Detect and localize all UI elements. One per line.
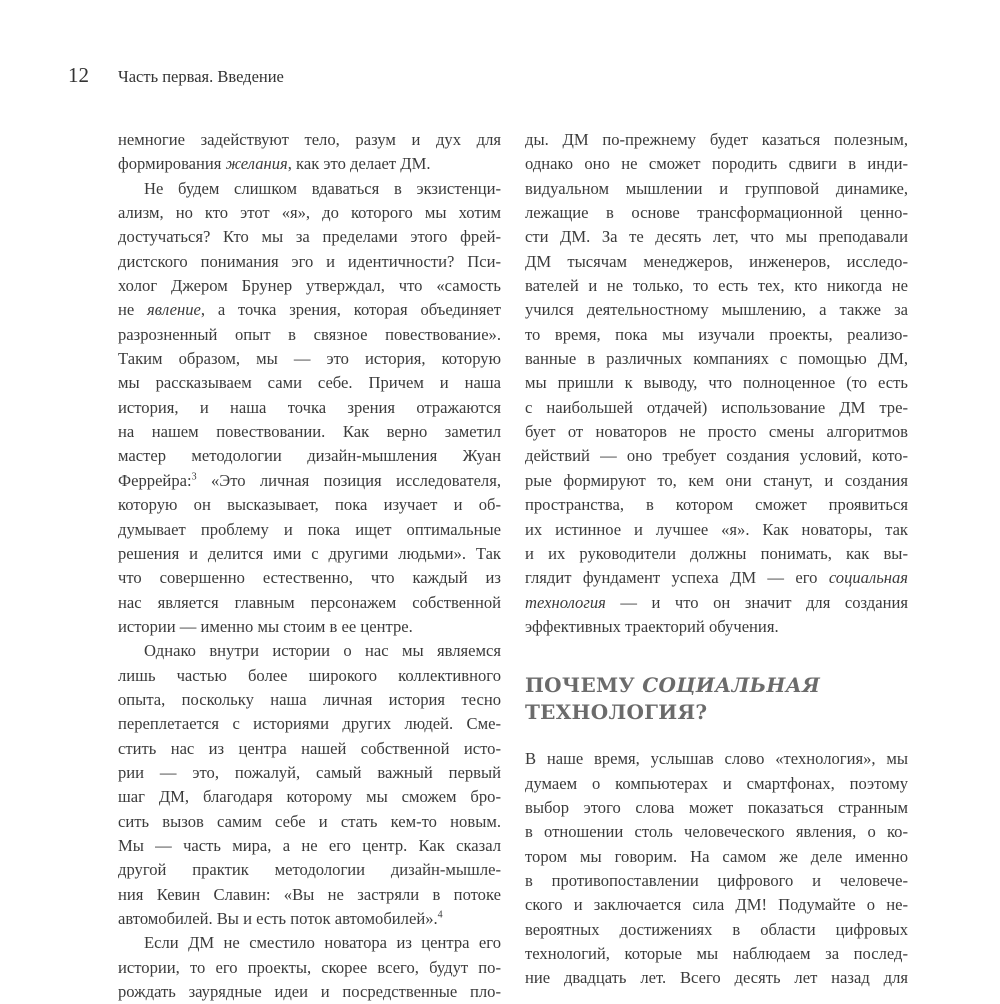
running-header xyxy=(68,63,284,91)
text-line: которую он высказывает, пока изучает и об- xyxy=(118,495,501,515)
text-line: и их руководители должны понимать, как вы- xyxy=(525,543,908,563)
text-line: холог Джером Брунер утверждал, что «самость xyxy=(118,276,501,296)
text-line: их истинное и лучшее «я». Как новаторы, так xyxy=(525,519,908,539)
right-column-text-before-heading xyxy=(525,128,908,639)
text-line: рождать заурядные идеи и посредственные пло- xyxy=(118,982,501,1002)
text-line: сить вызов самим себе и стать кем-то новым. xyxy=(118,811,501,831)
section-heading xyxy=(525,672,908,726)
text-line: думаем о компьютерах и смартфонах, поэтому xyxy=(525,773,908,793)
text-line: ния Кевин Славин: «Вы не застряли в потоке xyxy=(118,884,501,904)
text-line: действий — оно требует создания условий, кото- xyxy=(525,446,908,466)
italic-emphasis: явление xyxy=(147,300,201,320)
text-line: сти ДМ. За те десять лет, что мы преподавали xyxy=(525,227,908,247)
footnote-marker[interactable]: 4 xyxy=(437,909,443,921)
text-line: Мы — часть мира, а не его центр. Как сказал xyxy=(118,835,501,855)
running-title: Часть первая. Введение xyxy=(118,67,284,86)
text-line: формирования желания, как это делает ДМ. xyxy=(118,154,431,174)
text-line: бует от новаторов не просто смены алгоритмов xyxy=(525,422,908,442)
left-text-column xyxy=(118,128,501,1004)
text-line: учился деятельностному мышлению, а также за xyxy=(525,300,908,320)
text-line: мы пришли к выводу, что полноценное (то есть xyxy=(525,373,908,393)
text-line: с наибольшей отдачей) использование ДМ тре- xyxy=(525,397,908,417)
text-line: другой практик методологии дизайн-мышле- xyxy=(118,860,501,880)
italic-emphasis: социальная xyxy=(828,568,908,588)
text-line: думывает проблему и пока ищет оптимальные xyxy=(118,519,501,539)
text-line: тором мы говорим. На самом же деле именно xyxy=(525,846,908,866)
right-text-column xyxy=(525,128,908,991)
text-line: нас является главным персонажем собственной xyxy=(118,592,501,612)
text-line: лежащие в основе трансформационной ценно- xyxy=(525,203,908,223)
right-column-text-after-heading xyxy=(525,747,908,990)
text-line: ванные в различных компаниях с помощью ДМ, xyxy=(525,349,908,369)
text-line: видуальном мышлении и групповой динамике, xyxy=(525,178,908,198)
text-line: на нашем повествовании. Как верно заметил xyxy=(118,422,501,442)
heading-line-1 xyxy=(525,672,908,699)
text-line: истории, то его проекты, скорее всего, будут по- xyxy=(118,957,501,977)
text-line: истории — именно мы стоим в ее центре. xyxy=(118,616,413,636)
text-line: переплетается с историями других людей. Сме- xyxy=(118,714,501,734)
text-line: Феррейра:$^3$ «Это личная позиция исследователя, xyxy=(118,470,501,490)
text-line: Если ДМ не сместило новатора из центра его xyxy=(144,933,501,953)
italic-emphasis: желания xyxy=(225,154,288,174)
text-line: глядит фундамент успеха ДМ — его социальная xyxy=(525,568,908,588)
text-line: пространства, в котором сможет проявиться xyxy=(525,495,908,515)
text-line: рые формируют то, кем они станут, и создания xyxy=(525,470,908,490)
text-line: шаг ДМ, благодаря которому мы сможем бро- xyxy=(118,787,501,807)
text-line: Не будем слишком вдаваться в экзистенци- xyxy=(144,178,501,198)
text-line: вателей и не только, то есть тех, кто никогда не xyxy=(525,276,908,296)
text-line: то время, пока мы изучали проекты, реализо- xyxy=(525,324,908,344)
text-line: история, и наша точка зрения отражаются xyxy=(118,397,501,417)
text-line: Однако внутри истории о нас мы являемся xyxy=(144,641,501,661)
heading-italic-word: СОЦИАЛЬНАЯ xyxy=(642,673,821,698)
heading-word: ПОЧЕМУ xyxy=(525,673,643,698)
text-line: что совершенно естественно, что каждый из xyxy=(118,568,501,588)
text-line: ского и заключается сила ДМ! Подумайте о не- xyxy=(525,895,908,915)
text-line: мы рассказываем сами себе. Причем и наша xyxy=(118,373,501,393)
text-line: достучаться? Кто мы за пределами этого фрей- xyxy=(118,227,501,247)
text-line: технология — и что он значит для создания xyxy=(525,592,908,612)
text-line: автомобилей. Вы и есть поток автомобилей».$^4$ xyxy=(118,909,443,928)
heading-line-2: ТЕХНОЛОГИЯ? xyxy=(525,700,708,725)
text-line: разрозненный опыт в связное повествование». xyxy=(118,324,501,344)
text-line: ды. ДМ по-прежнему будет казаться полезным, xyxy=(525,130,908,149)
text-line: опыта, поскольку наша личная история тесно xyxy=(118,689,501,709)
text-line: немногие задействуют тело, разум и дух для xyxy=(118,130,501,149)
text-line: выбор этого слова может показаться странным xyxy=(525,797,908,817)
text-line: вероятных достижениях в области цифровых xyxy=(525,919,908,939)
text-line: не явление, а точка зрения, которая объединяет xyxy=(118,300,501,320)
text-line: мастер методологии дизайн-мышления Жуан xyxy=(118,446,501,466)
text-line: рии — это, пожалуй, самый важный первый xyxy=(118,762,501,782)
text-line: решения и делится ими с другими людьми». Так xyxy=(118,543,501,563)
text-line: в противопоставлении цифрового и человече- xyxy=(525,870,908,890)
footnote-marker[interactable]: 3 xyxy=(191,471,197,483)
text-line: стить нас из центра нашей собственной исто- xyxy=(118,738,501,758)
text-line: в отношении столь человеческого явления, о ко- xyxy=(525,822,908,842)
text-line: ДМ тысячам менеджеров, инженеров, исследо- xyxy=(525,251,908,271)
text-line: Таким образом, мы — это история, которую xyxy=(118,349,501,369)
text-line: ние двадцать лет. Всего десять лет назад для xyxy=(525,968,908,988)
text-line: В наше время, услышав слово «технология», мы xyxy=(525,749,908,769)
text-line: ализм, но кто этот «я», до которого мы хотим xyxy=(118,203,501,223)
text-line: технологий, которые мы наблюдаем за послед- xyxy=(525,943,908,963)
text-line: однако оно не сможет породить сдвиги в инди- xyxy=(525,154,908,174)
italic-emphasis: технология xyxy=(525,592,606,612)
text-line: дистского понимания эго и идентичности? Пси- xyxy=(118,251,501,271)
text-line: эффективных траекторий обучения. xyxy=(525,616,779,636)
page-number: 12 xyxy=(68,63,89,87)
text-line: лишь частью более широкого коллективного xyxy=(118,665,501,685)
